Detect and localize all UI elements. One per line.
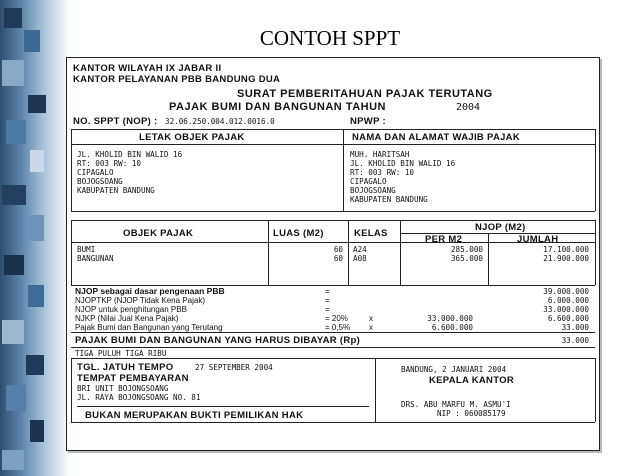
calc-value: 6.600.000 [547, 314, 589, 323]
rule [71, 358, 72, 422]
owner-line: JL. KHOLID BIN WALID 16 [350, 159, 456, 168]
rule [71, 220, 595, 221]
payment-place-line: BRI UNIT BOJONGSOANG [77, 384, 169, 393]
payable-words: TIGA PULUH TIGA RIBU [75, 349, 167, 358]
calc-base: 33.000.000 [427, 314, 473, 323]
calc-value: 39.000.000 [543, 287, 589, 296]
calc-base: 6.600.000 [431, 323, 473, 332]
rule [268, 220, 269, 285]
calc-times: x [369, 323, 373, 332]
city-date: BANDUNG, 2 JANUARI 2004 [401, 365, 507, 374]
rule [71, 129, 595, 130]
calc-value: 6.000.000 [547, 296, 589, 305]
rule [71, 358, 595, 359]
sidebar-tile [26, 215, 44, 241]
document-title: SURAT PEMBERITAHUAN PAJAK TERUTANG [237, 88, 493, 100]
rule [71, 129, 72, 211]
sidebar-tile [30, 420, 44, 442]
signer-name: DRS. ABU MARFU M. ASMU'I [401, 400, 511, 409]
nop-label: NO. SPPT (NOP) : [73, 116, 158, 127]
calc-eq: = [325, 305, 330, 314]
slide-sidebar-decoration [0, 0, 70, 476]
ownership-notice: BUKAN MERUPAKAN BUKTI PEMILIKAN HAK [85, 410, 304, 421]
owner-line: CIPAGALO [350, 177, 387, 186]
object-per-m2: 365.000 [450, 254, 483, 263]
calc-label: NJOP sebagai dasar pengenaan PBB [75, 286, 225, 296]
calc-eq: = 0,5% [325, 323, 351, 332]
sidebar-tile [30, 150, 44, 172]
object-per-m2: 285.000 [450, 245, 483, 254]
rule [71, 144, 595, 145]
payment-place-line: JL. RAYA BOJONGSOANG NO. 81 [77, 393, 201, 402]
sidebar-tile [28, 95, 46, 113]
calc-label: NJOP untuk penghitungan PBB [75, 305, 187, 314]
rule [71, 332, 595, 333]
col-jumlah: JUMLAH [517, 234, 559, 245]
sidebar-tile [28, 285, 44, 307]
col-kelas: KELAS [354, 228, 388, 239]
sidebar-tile [26, 355, 44, 375]
col-njop: NJOP (M2) [475, 222, 526, 233]
rule [348, 220, 349, 285]
signer-nip: NIP : 060085179 [437, 409, 506, 418]
sidebar-tile [4, 8, 22, 28]
sidebar-tile [4, 255, 24, 275]
object-jumlah: 21.900.000 [543, 254, 589, 263]
payable-value: 33.000 [561, 336, 589, 345]
payment-place-label: TEMPAT PEMBAYARAN [77, 373, 189, 384]
owner-line: KABUPATEN BANDUNG [350, 195, 428, 204]
office-line-2: KANTOR PELAYANAN PBB BANDUNG DUA [73, 74, 281, 85]
object-luas: 60 [333, 245, 343, 254]
object-luas: 60 [333, 254, 343, 263]
location-line: BOJOGSOANG [77, 177, 123, 186]
due-date: 27 SEPTEMBER 2004 [195, 363, 273, 372]
rule [595, 220, 596, 285]
sidebar-tile [2, 450, 24, 470]
col-per-m2: PER M2 [425, 234, 463, 245]
rule [595, 358, 596, 422]
rule [77, 406, 369, 407]
location-line: JL. KHOLID BIN WALID 16 [77, 150, 183, 159]
object-jumlah: 17.100.000 [543, 245, 589, 254]
rule [375, 358, 376, 422]
rule [343, 129, 344, 211]
calc-label: NJOPTKP (NJOP Tidak Kena Pajak) [75, 296, 205, 305]
location-header: LETAK OBJEK PAJAK [139, 132, 245, 143]
document-subtitle: PAJAK BUMI DAN BANGUNAN TAHUN [169, 101, 386, 113]
sidebar-tile [6, 385, 26, 411]
col-objek: OBJEK PAJAK [123, 228, 194, 239]
payable-label: PAJAK BUMI DAN BANGUNAN YANG HARUS DIBAYAR (Rp) [75, 335, 361, 346]
sidebar-tile [6, 120, 26, 144]
sidebar-tile [2, 320, 24, 344]
rule [595, 129, 596, 211]
owner-line: RT: 003 RW: 10 [350, 168, 415, 177]
owner-line: MUH. HARITSAH [350, 150, 410, 159]
calc-eq: = 20% [325, 314, 348, 323]
due-label: TGL. JATUH TEMPO [77, 362, 174, 373]
owner-header: NAMA DAN ALAMAT WAJIB PAJAK [352, 132, 521, 143]
nop-value: 32.06.250.004.012.0016.0 [165, 117, 275, 126]
sidebar-tile [2, 185, 26, 205]
calc-times: x [369, 314, 373, 323]
rule [71, 422, 595, 423]
calc-eq: = [325, 296, 330, 305]
sidebar-tile [24, 30, 40, 52]
rule [488, 233, 489, 285]
object-name: BUMI [77, 245, 96, 254]
sppt-document [66, 57, 600, 451]
location-line: CIPAGALO [77, 168, 114, 177]
calc-value: 33.000 [561, 323, 589, 332]
calc-label: NJKP (Nilai Jual Kena Pajak) [75, 314, 179, 323]
rule [400, 220, 401, 285]
calc-label: Pajak Bumi dan Bangunan yang Terutang [75, 323, 223, 332]
tax-year: 2004 [456, 102, 481, 113]
calc-eq: = [325, 287, 330, 296]
sidebar-tile [2, 60, 24, 86]
rule [71, 220, 72, 285]
rule [71, 347, 595, 348]
location-line: KABUPATEN BANDUNG [77, 186, 155, 195]
location-line: RT: 003 RW: 10 [77, 159, 142, 168]
calc-value: 33.000.000 [543, 305, 589, 314]
owner-line: BOJOGSOANG [350, 186, 396, 195]
col-luas: LUAS (M2) [273, 228, 324, 239]
object-name: BANGUNAN [77, 254, 114, 263]
rule [71, 211, 595, 212]
slide-title: CONTOH SPPT [259, 26, 401, 50]
object-kelas: A08 [353, 254, 367, 263]
npwp-label: NPWP : [350, 116, 386, 127]
office-line-1: KANTOR WILAYAH IX JABAR II [73, 63, 222, 74]
office-head: KEPALA KANTOR [429, 375, 515, 386]
object-kelas: A24 [353, 245, 367, 254]
